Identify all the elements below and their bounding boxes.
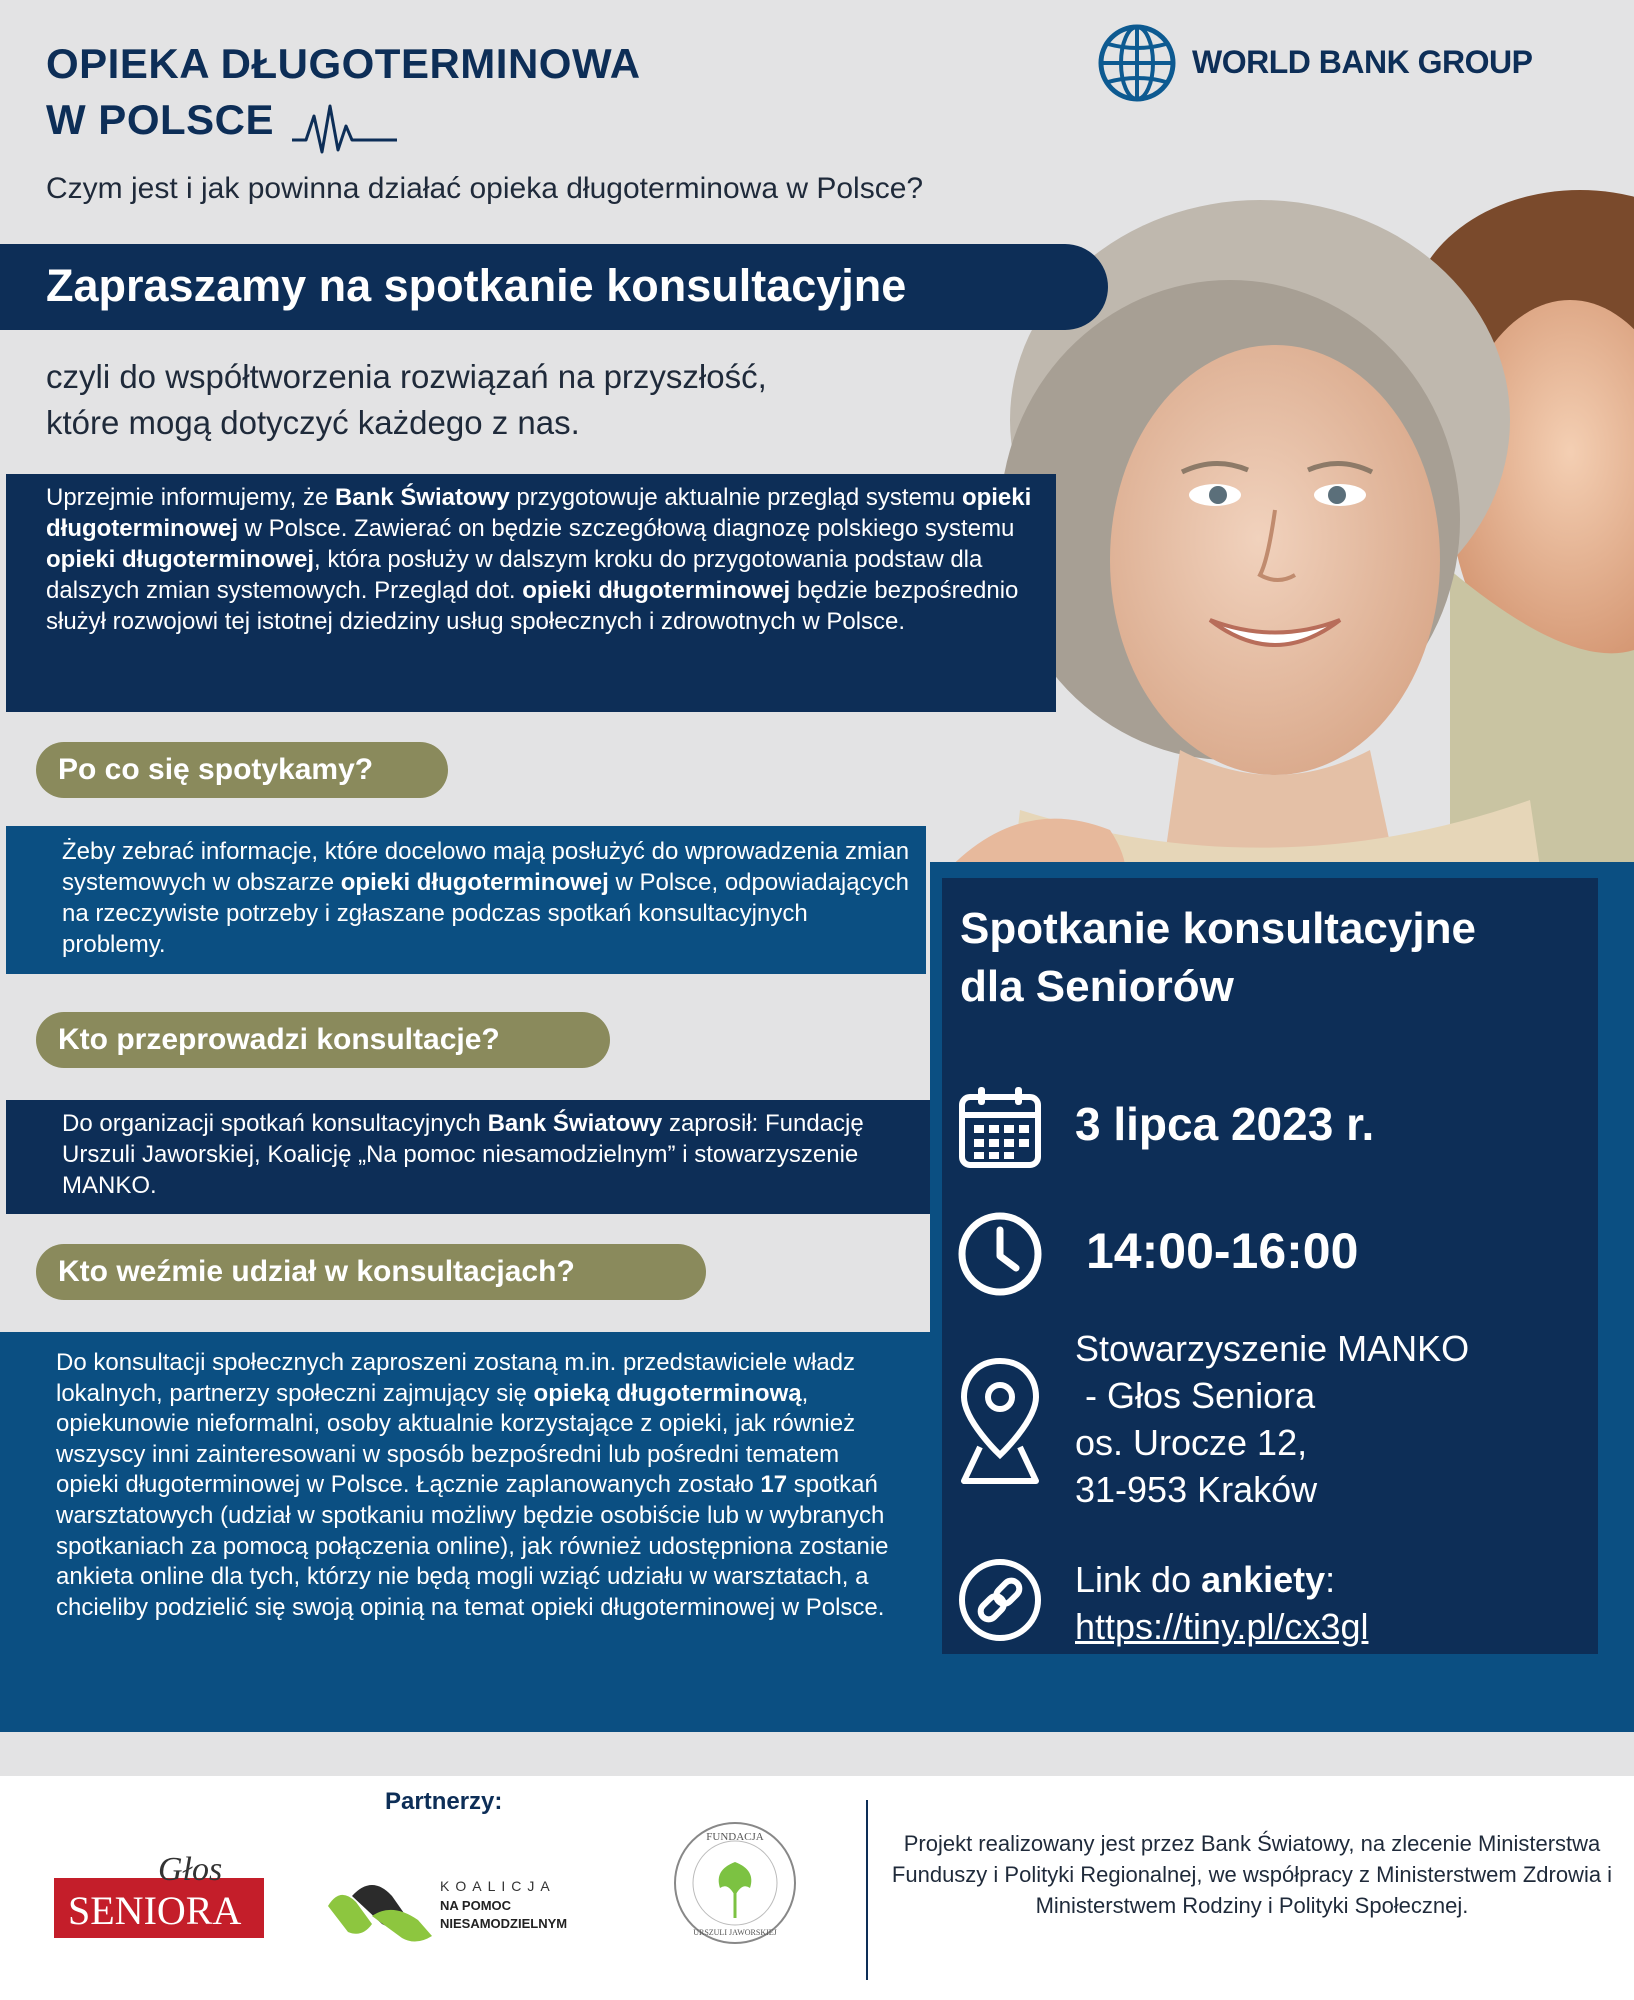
purpose-paragraph bbox=[62, 836, 912, 960]
bank-review-paragraph bbox=[46, 482, 1046, 637]
glos-logo-small-text: Głos bbox=[158, 1851, 223, 1888]
text-fragment: zaprosił: Fundację Urszuli Jaworskiej, Koalicję „Na pomoc niesamodzielnym” i stowarzyszenie MANKO. bbox=[62, 1110, 864, 1199]
purpose-info bbox=[6, 826, 926, 974]
bold-fragment: opieki długoterminowej bbox=[46, 484, 1032, 542]
text-fragment: , która posłuży w dalszym kroku do przygotowania podstaw dla dalszych zmian systemowych. Przegląd dot. bbox=[46, 546, 983, 604]
link-label-prefix: Link do bbox=[1075, 1559, 1202, 1600]
event-title bbox=[960, 900, 1630, 1016]
page-title bbox=[46, 36, 766, 148]
event-title-line-2: dla Seniorów bbox=[960, 962, 1234, 1011]
text-fragment: , opiekunowie nieformalni, osoby aktualnie korzystające z opieki, jak również wszyscy inni zainteresowani w sposób bezpośredni lub pośredni tematem opieki długoterminowej w Polsce. Łącznie zaplanowanych zostało bbox=[56, 1379, 856, 1499]
bold-fragment: opieki długoterminowej bbox=[340, 869, 609, 896]
survey-link[interactable]: https://tiny.pl/cx3gl bbox=[1075, 1606, 1369, 1647]
bold-fragment: Bank Światowy bbox=[487, 1110, 663, 1137]
section-heading-participants: Kto weźmie udział w konsultacjach? bbox=[36, 1244, 706, 1300]
text-fragment: spotkań warsztatowych (udział w spotkaniu możliwy będzie osobiście lub w wybranych spotkaniach za pomocą połączenia online), jak również udostępniona zostanie ankieta online dla tych, którzy nie będą mogli wziąć udziału w warsztatach, a chcieliby podzielić się swoją opinią na temat opieki długoterminowej w Polsce. bbox=[56, 1471, 889, 1621]
invitation-banner bbox=[0, 244, 1108, 330]
bold-fragment: Bank Światowy bbox=[334, 484, 510, 511]
intro-line-1: czyli do współtworzenia rozwiązań na przyszłość, bbox=[46, 358, 767, 395]
section-heading-organizers: Kto przeprowadzi konsultacje? bbox=[36, 1012, 610, 1068]
link-label-suffix: : bbox=[1325, 1559, 1336, 1600]
fundacja-logo bbox=[670, 1818, 800, 1948]
page-title-line-1: OPIEKA DŁUGOTERMINOWA bbox=[46, 40, 641, 87]
text-fragment: Do konsultacji społecznych zaproszeni zostaną m.in. przedstawiciele władz lokalnych, partnerzy społeczni zajmujący się bbox=[56, 1349, 856, 1407]
event-venue bbox=[1075, 1325, 1615, 1513]
world-bank-name: WORLD BANK GROUP bbox=[1192, 44, 1533, 80]
participants-paragraph bbox=[56, 1348, 906, 1623]
globe-icon bbox=[1096, 22, 1178, 104]
bold-fragment: opieki długoterminowej bbox=[46, 546, 315, 573]
invitation-banner-text: Zapraszamy na spotkanie konsultacyjne bbox=[46, 260, 907, 311]
partners-label: Partnerzy: bbox=[385, 1788, 503, 1815]
text-fragment: Uprzejmie informujemy, że bbox=[46, 484, 335, 511]
heartbeat-line-icon bbox=[292, 100, 397, 158]
organizers-paragraph bbox=[62, 1108, 922, 1201]
link-label-bold: ankiety bbox=[1201, 1559, 1326, 1600]
organizers-info bbox=[6, 1100, 936, 1214]
event-time: 14:00-16:00 bbox=[1086, 1223, 1359, 1279]
venue-line-2: - Głos Seniora bbox=[1075, 1375, 1316, 1416]
bold-fragment: opieki długoterminowej bbox=[522, 577, 791, 604]
text-fragment: w Polsce. Zawierać on będzie szczegółową diagnozę polskiego systemu bbox=[238, 515, 1015, 542]
koalicja-text-line-1: KOALICJA bbox=[440, 1878, 556, 1894]
page-subtitle: Czym jest i jak powinna działać opieka długoterminowa w Polsce? bbox=[46, 172, 924, 205]
clock-icon bbox=[956, 1210, 1044, 1298]
bank-review-info bbox=[6, 474, 1056, 712]
event-title-line-1: Spotkanie konsultacyjne bbox=[960, 904, 1476, 953]
footer-divider bbox=[866, 1800, 868, 1980]
text-fragment: w Polsce, odpowiadających na rzeczywiste potrzeby i zgłaszane podczas spotkań konsultacyjnych problemy. bbox=[62, 869, 909, 958]
calendar-icon bbox=[956, 1083, 1044, 1171]
venue-line-1: Stowarzyszenie MANKO bbox=[1075, 1328, 1470, 1369]
text-fragment: przygotowuje aktualnie przegląd systemu bbox=[509, 484, 962, 511]
koalicja-text-line-2: NA POMOC bbox=[440, 1898, 512, 1913]
text-fragment: Do organizacji spotkań konsultacyjnych bbox=[62, 1110, 488, 1137]
section-heading-purpose: Po co się spotykamy? bbox=[36, 742, 448, 798]
text-fragment: Żeby zebrać informacje, które docelowo mają posłużyć do wprowadzenia zmian systemowych w obszarze bbox=[62, 838, 910, 896]
page-title-line-2: W POLSCE bbox=[46, 96, 275, 143]
project-note: Projekt realizowany jest przez Bank Światowy, na zlecenie Ministerstwa Funduszy i Polityki Regionalnej, we współpracy z Ministerstwem Zdrowia i Ministerstwem Rodziny i Polityki Społecznej. bbox=[891, 1831, 1613, 1918]
intro-text bbox=[46, 354, 946, 446]
location-pin-icon bbox=[958, 1355, 1042, 1487]
intro-line-2: które mogą dotyczyć każdego z nas. bbox=[46, 404, 580, 441]
fundacja-logo-top-text: FUNDACJA bbox=[706, 1831, 764, 1843]
fundacja-logo-bottom-text: URSZULI JAWORSKIEJ bbox=[693, 1928, 777, 1937]
survey-link-label bbox=[1075, 1559, 1335, 1601]
koalicja-text-line-3: NIESAMODZIELNYM bbox=[440, 1916, 568, 1931]
venue-line-4: 31-953 Kraków bbox=[1075, 1469, 1318, 1510]
glos-seniora-logo bbox=[54, 1840, 264, 1945]
event-date: 3 lipca 2023 r. bbox=[1075, 1098, 1375, 1150]
text-fragment: będzie bezpośrednio służył rozwojowi tej istotnej dziedziny usług społecznych i zdrowotnych w Polsce. bbox=[46, 577, 1019, 635]
link-icon bbox=[956, 1556, 1044, 1644]
bold-fragment: opieką długoterminową bbox=[533, 1379, 802, 1407]
bold-fragment: 17 bbox=[760, 1471, 788, 1499]
venue-line-3: os. Urocze 12, bbox=[1075, 1422, 1308, 1463]
glos-logo-big-text: SENIORA bbox=[68, 1888, 242, 1933]
world-bank-logo bbox=[1096, 22, 1556, 104]
